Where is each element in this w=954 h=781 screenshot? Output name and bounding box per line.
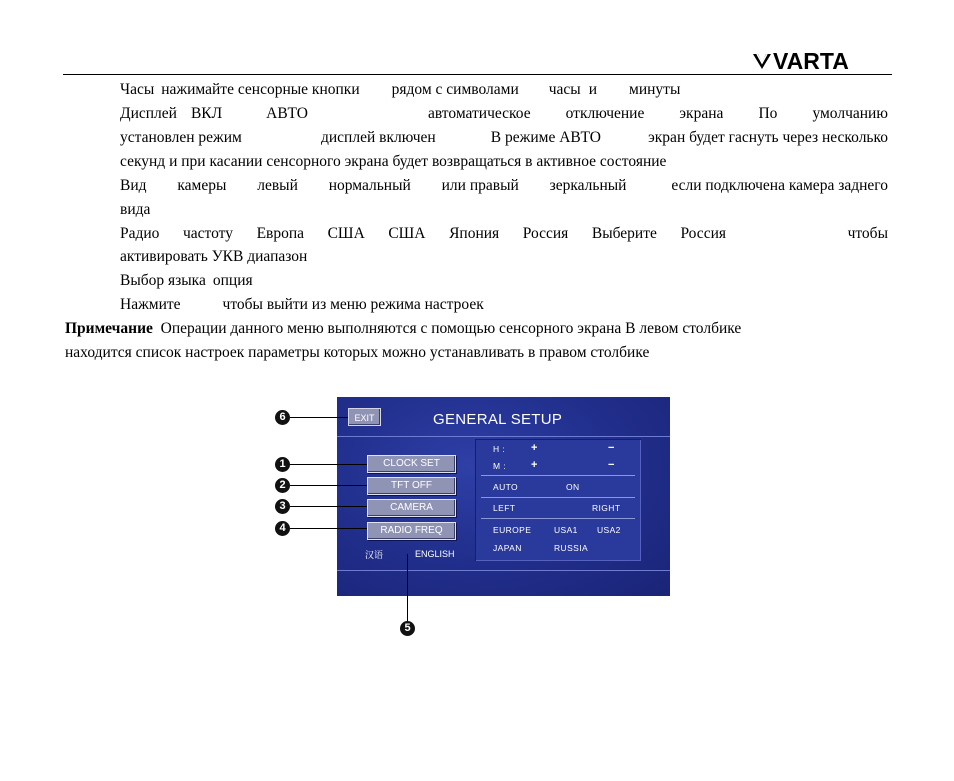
varta-logo [752,48,849,74]
text-line-camera-2: вида [120,201,151,218]
text-line-radio-2: активировать УКВ диапазон [120,248,308,265]
text-line-display-3: секунд и при касании сенсорного экрана будет возвращаться в активное состояние [120,153,667,170]
screen-title: GENERAL SETUP [433,411,563,428]
radio-japan-option[interactable]: JAPAN [493,543,522,553]
callout-4: 4 [275,521,290,536]
camera-button[interactable]: CAMERA [367,499,456,517]
hour-label: H : [493,444,506,454]
callout-1: 1 [275,457,290,472]
leader-1 [290,464,367,465]
language-english-option[interactable]: ENGLISH [415,549,455,559]
minute-plus-button[interactable]: + [531,459,538,471]
callout-3: 3 [275,499,290,514]
varta-emblem-icon [752,51,772,71]
radio-russia-option[interactable]: RUSSIA [554,543,589,553]
tft-off-button[interactable]: TFT OFF [367,477,456,495]
leader-6 [290,417,348,418]
language-chinese-option[interactable]: 汉语 [365,550,384,560]
text-line-radio: Радио частоту Европа США США Япония Россия Выберите Россия чтобы [120,225,888,242]
leader-4 [290,528,367,529]
settings-separator [481,518,635,519]
settings-separator [481,497,635,498]
camera-left-option[interactable]: LEFT [493,503,516,513]
callout-6: 6 [275,410,290,425]
leader-3 [290,506,367,507]
clock-set-button[interactable]: CLOCK SET [367,455,456,473]
radio-usa1-option[interactable]: USA1 [554,525,578,535]
note-line-1: Примечание Операции данного меню выполняются с помощью сенсорного экрана В левом столбике [65,320,742,337]
leader-2 [290,485,367,486]
screen-divider-top [337,436,670,437]
header-rule [63,74,892,75]
display-on-option[interactable]: ON [566,482,580,492]
callout-5: 5 [400,621,415,636]
settings-panel [475,439,641,561]
brand-name: VARTA [773,48,849,74]
callout-2: 2 [275,478,290,493]
minute-label: M : [493,461,507,471]
settings-separator [481,475,635,476]
text-line-exit: Нажмите чтобы выйти из меню режима настроек [120,296,484,313]
note-label: Примечание [65,320,153,337]
display-auto-option[interactable]: AUTO [493,482,519,492]
leader-5 [407,554,408,621]
note-line-2: находится список настроек параметры которых можно устанавливать в правом столбике [65,344,650,361]
camera-right-option[interactable]: RIGHT [592,503,621,513]
minute-minus-button[interactable]: − [608,459,615,471]
screen-divider-bottom [337,570,670,571]
hour-minus-button[interactable]: − [608,442,615,454]
text-line-camera: Вид камеры левый нормальный или правый зеркальный если подключена камера заднего [120,177,888,194]
text-line-display: Дисплей ВКЛ АВТО автоматическое отключение экрана По умолчанию [120,105,888,122]
exit-button[interactable]: EXIT [348,408,381,426]
general-setup-screen [337,397,670,596]
radio-europe-option[interactable]: EUROPE [493,525,532,535]
text-line-clock: Часы нажимайте сенсорные кнопки рядом с символами часы и минуты [120,81,681,98]
text-line-display-2: установлен режим дисплей включен В режиме АВТО экран будет гаснуть через несколько [120,129,888,146]
radio-usa2-option[interactable]: USA2 [597,525,621,535]
text-line-language: Выбор языка опция [120,272,253,289]
hour-plus-button[interactable]: + [531,442,538,454]
radio-freq-button[interactable]: RADIO FREQ [367,522,456,540]
